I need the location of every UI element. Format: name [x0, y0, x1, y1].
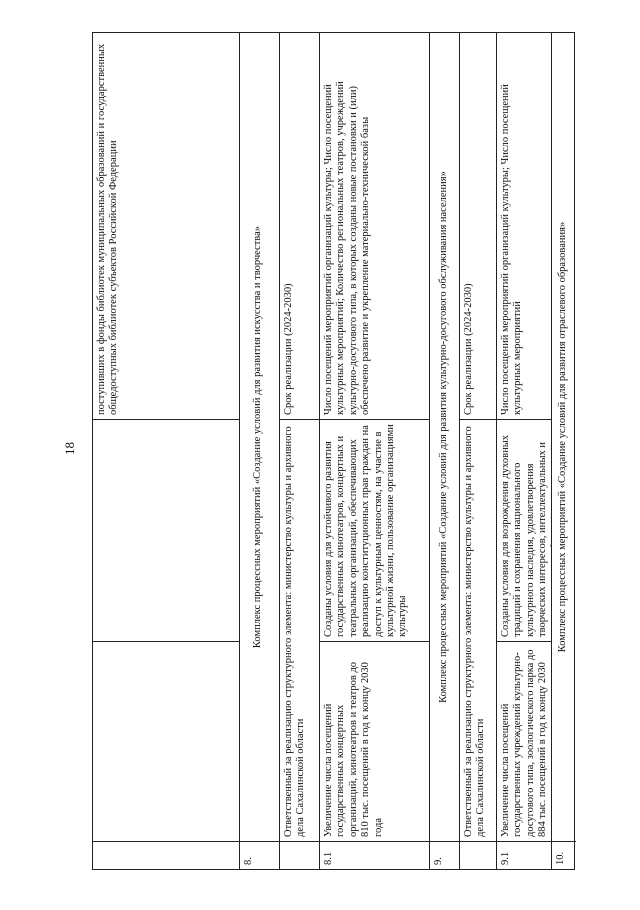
indicators-text: Число посещений мероприятий организаций культуры; Число посещений культурных мероприятий — [497, 31, 551, 420]
task-cell — [93, 642, 239, 842]
section-9-header — [429, 33, 459, 869]
section-8-header — [239, 33, 279, 869]
section-10-header — [551, 33, 576, 869]
period-text: Срок реализации (2024-2030) — [460, 31, 496, 420]
description-cell — [93, 420, 239, 642]
page-number: 18 — [62, 442, 77, 455]
section-number: 9. — [433, 857, 444, 865]
row-9-1 — [496, 33, 551, 869]
row-8-1 — [319, 33, 429, 869]
section-number: 10. — [555, 851, 566, 865]
responsible-text: Ответственный за реализацию структурного элемента: министерство культуры и архивного дела Сахалинской области — [460, 420, 496, 842]
continuation-row — [93, 33, 239, 869]
section-title: Комплекс процессных мероприятий «Создание условий для развития отраслевого образования» — [552, 33, 576, 842]
num-cell — [280, 842, 319, 869]
description-text: Созданы условия для возрождения духовных традиций и сохранения национального культурного наследия, удовлетворения творческих интересов, интеллектуальных и — [497, 420, 551, 642]
num-cell — [460, 842, 496, 869]
responsible-text: Ответственный за реализацию структурного элемента: министерство культуры и архивного дела Сахалинской области — [280, 420, 319, 842]
task-text: Увеличение числа посещений государственных учреждений культурно-досугового типа, зоологического парка до 884 тыс. посещений в год к концу 2030 — [497, 642, 551, 842]
result-cell: поступивших в фонды библиотек муниципальных образований и государственных общедоступных библиотек субъектов Российской Федерации — [93, 31, 239, 420]
indicators-text: Число посещений мероприятий организаций культуры; Число посещений культурных мероприятий; Количество региональных театров, учреждений культурно-досугового типа, в которых созданы новые постановки и (или) обеспечено развитие и укрепление материально-технической базы — [320, 31, 429, 420]
row-number: 9.1 — [500, 851, 511, 865]
program-table — [92, 32, 575, 870]
row-number: 8.1 — [323, 851, 334, 865]
period-text: Срок реализации (2024-2030) — [280, 31, 319, 420]
section-title: Комплекс процессных мероприятий «Создание условий для развития культурно-досугового обслуживания населения» — [430, 33, 459, 842]
section-9-responsible — [459, 33, 496, 869]
section-8-responsible — [279, 33, 319, 869]
section-number: 8. — [243, 857, 254, 865]
num-cell — [93, 842, 239, 869]
task-text: Увеличение числа посещений государственных концертных организаций, кинотеатров и театров до 810 тыс. посещений в год к концу 2030 года — [320, 642, 429, 842]
section-title: Комплекс процессных мероприятий «Создание условий для развития искусства и творчества» — [240, 33, 279, 842]
description-text: Созданы условия для устойчивого развития государственных кинотеатров, концертных и театральных организаций, обеспечивающих реализацию конституционных прав граждан на доступ к культурным ценностям, на участие в культурной жизни, пользование организациями культуры — [320, 420, 429, 642]
